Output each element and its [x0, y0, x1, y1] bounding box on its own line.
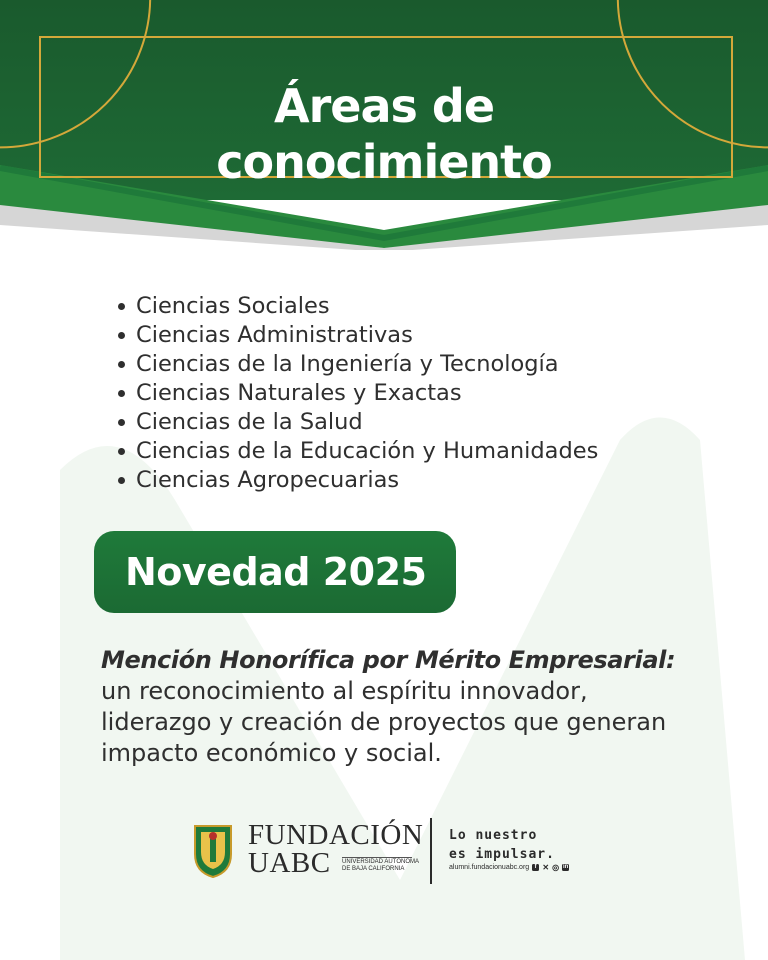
instagram-icon[interactable]: ◎: [552, 863, 560, 872]
x-icon[interactable]: ✕: [542, 863, 550, 872]
mention-paragraph: [101, 645, 701, 769]
list-item: Ciencias de la Educación y Humanidades: [112, 437, 598, 466]
list-item: Ciencias Naturales y Exactas: [112, 379, 598, 408]
bullet-icon: [118, 477, 125, 484]
list-item: Ciencias Administrativas: [112, 321, 598, 350]
slogan: Lo nuestro es impulsar.: [449, 828, 555, 862]
bullet-icon: [118, 419, 125, 426]
footer-divider: [430, 818, 432, 884]
header-banner: [0, 0, 768, 250]
footer-logo-block: [193, 816, 593, 888]
university-name: UNIVERSIDAD AUTÓNOMA DE BAJA CALIFORNIA: [342, 859, 420, 872]
linkedin-icon[interactable]: in: [563, 864, 569, 870]
bullet-icon: [118, 332, 125, 339]
bullet-icon: [118, 448, 125, 455]
brand-fundacion: FUNDACIÓN: [248, 819, 424, 851]
bullet-icon: [118, 303, 125, 310]
website-row: [449, 864, 569, 871]
list-item: Ciencias de la Ingeniería y Tecnología: [112, 350, 598, 379]
brand-uabc: UABC: [248, 847, 331, 879]
novedad-badge: [94, 531, 456, 613]
website-link[interactable]: alumni.fundacionuabc.org: [449, 864, 530, 871]
bullet-icon: [118, 361, 125, 368]
list-item: Ciencias de la Salud: [112, 408, 598, 437]
list-item: Ciencias Agropecuarias: [112, 466, 598, 495]
novedad-label: Novedad 2025: [125, 550, 427, 594]
facebook-icon[interactable]: f: [532, 864, 539, 871]
mention-lead: Mención Honorífica por Mérito Empresarial:: [101, 646, 676, 674]
title-line-2: conocimiento: [216, 135, 552, 189]
title-line-1: Áreas de: [273, 79, 495, 133]
bullet-icon: [118, 390, 125, 397]
uabc-crest-icon: [193, 824, 233, 878]
page-title: [0, 78, 768, 190]
mention-body: un reconocimiento al espíritu innovador, liderazgo y creación de proyectos que generan impacto económico y social.: [101, 677, 667, 767]
areas-list: [112, 292, 598, 495]
list-item: Ciencias Sociales: [112, 292, 598, 321]
